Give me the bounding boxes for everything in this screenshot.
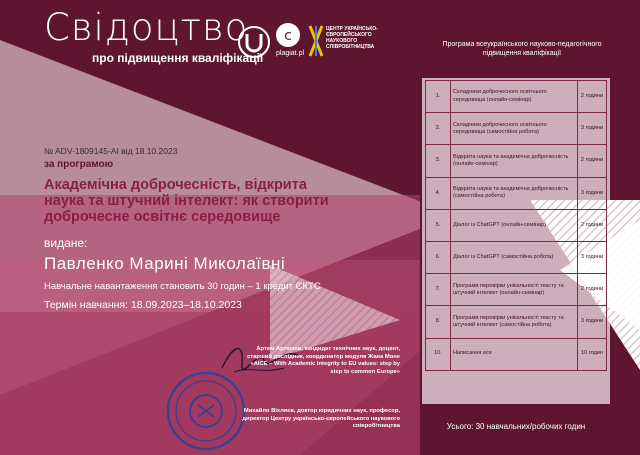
program-title: Програма всеукраїнського науково-педагогічного підвищення кваліфікації [442,41,602,57]
cell-num: 10. [426,338,451,370]
cell-hours: 2 години [578,81,607,113]
cell-topic: Відкрита наука та академічна доброчесність (онлайн-семінар) [451,145,578,177]
center-logo-icon [308,24,324,58]
cell-num: 1. [426,81,451,113]
table-row [426,306,607,338]
first-signatory: Артем Артюхов, кандидат технічних наук, доцент, старший дослідник, координатор модуля Жана Моне «AICE – With Academic integrity to EU values: step by step to common Europe» [247,346,400,375]
cell-topic: Програми перевірки унікальності тексту та штучний інтелект (самостійна робота) [451,306,578,338]
cell-num: 3. [426,145,451,177]
cell-topic: Програми перевірки унікальності тексту та штучний інтелект (онлайн-семінар) [451,274,578,306]
cell-num: 2. [426,113,451,145]
cell-hours: 2 години [578,274,607,306]
table-row [426,145,607,177]
cell-hours: 2 години [578,145,607,177]
table-row [426,209,607,241]
certificate-title: Свідоцтво [44,6,249,49]
study-term: Термін навчання: 18.09.2023–18.10.2023 [44,299,242,311]
second-signatory: Михайло Віхляєв, доктор юридичних наук, професор, директор Центру українсько-європейського наукового співробітництва [242,408,400,429]
table-row [426,338,607,370]
cell-num: 5. [426,209,451,241]
center-logo-label: ЦЕНТР УКРАЇНСЬКО-ЄВРОПЕЙСЬКОГО НАУКОВОГО СПІВРОБІТНИЦТВА [326,26,378,50]
cell-hours: 3 години [578,241,607,273]
issued-label: видане: [44,236,88,250]
university-logo-icon [236,24,272,60]
table-row [426,274,607,306]
cell-num: 8. [426,306,451,338]
table-row [426,81,607,113]
svg-text:c: c [284,28,292,44]
program-label: за програмою [44,159,114,170]
plagiat-logo-icon [275,22,301,48]
table-row [426,241,607,273]
cell-topic: Діалог із ChatGPT (самостійна робота) [451,241,578,273]
cell-topic: Складники доброчесного освітнього середовища (самостійна робота) [451,113,578,145]
cell-hours: 3 години [578,113,607,145]
cell-num: 6. [426,241,451,273]
plagiat-label: plagiat.pl [276,50,305,57]
study-load: Навчальне навантаження становить 30 годин – 1 кредит ЄКТС [44,281,321,292]
cell-hours: 2 години [578,209,607,241]
certificate-subtitle: про підвищення кваліфікації [92,51,264,65]
cell-hours: 3 години [578,306,607,338]
cell-num: 7. [426,274,451,306]
recipient-name: Павленко Марині Миколаївні [44,254,286,273]
cell-hours: 3 години [578,177,607,209]
table-row [426,177,607,209]
cell-topic: Діалог із ChatGPT (онлайн-семінар) [451,209,578,241]
table-row [426,113,607,145]
program-table [425,80,607,371]
stamp-icon [165,370,247,452]
program-total: Усього: 30 навчальних/робочих годин [446,422,586,431]
course-title: Академічна доброчесність, відкрита наука та штучний інтелект: як створити доброчесне освітнє середовище [44,177,329,225]
cell-hours: 10 годин [578,338,607,370]
cell-topic: Написання есе [451,338,578,370]
cell-topic: Складники доброчесного освітнього середовища (онлайн-семінар) [451,81,578,113]
document-number: № ADV-1809145-AI від 18.10.2023 [44,146,178,156]
cell-num: 4. [426,177,451,209]
cell-topic: Відкрита наука та академічна доброчесність (самостійна робота) [451,177,578,209]
